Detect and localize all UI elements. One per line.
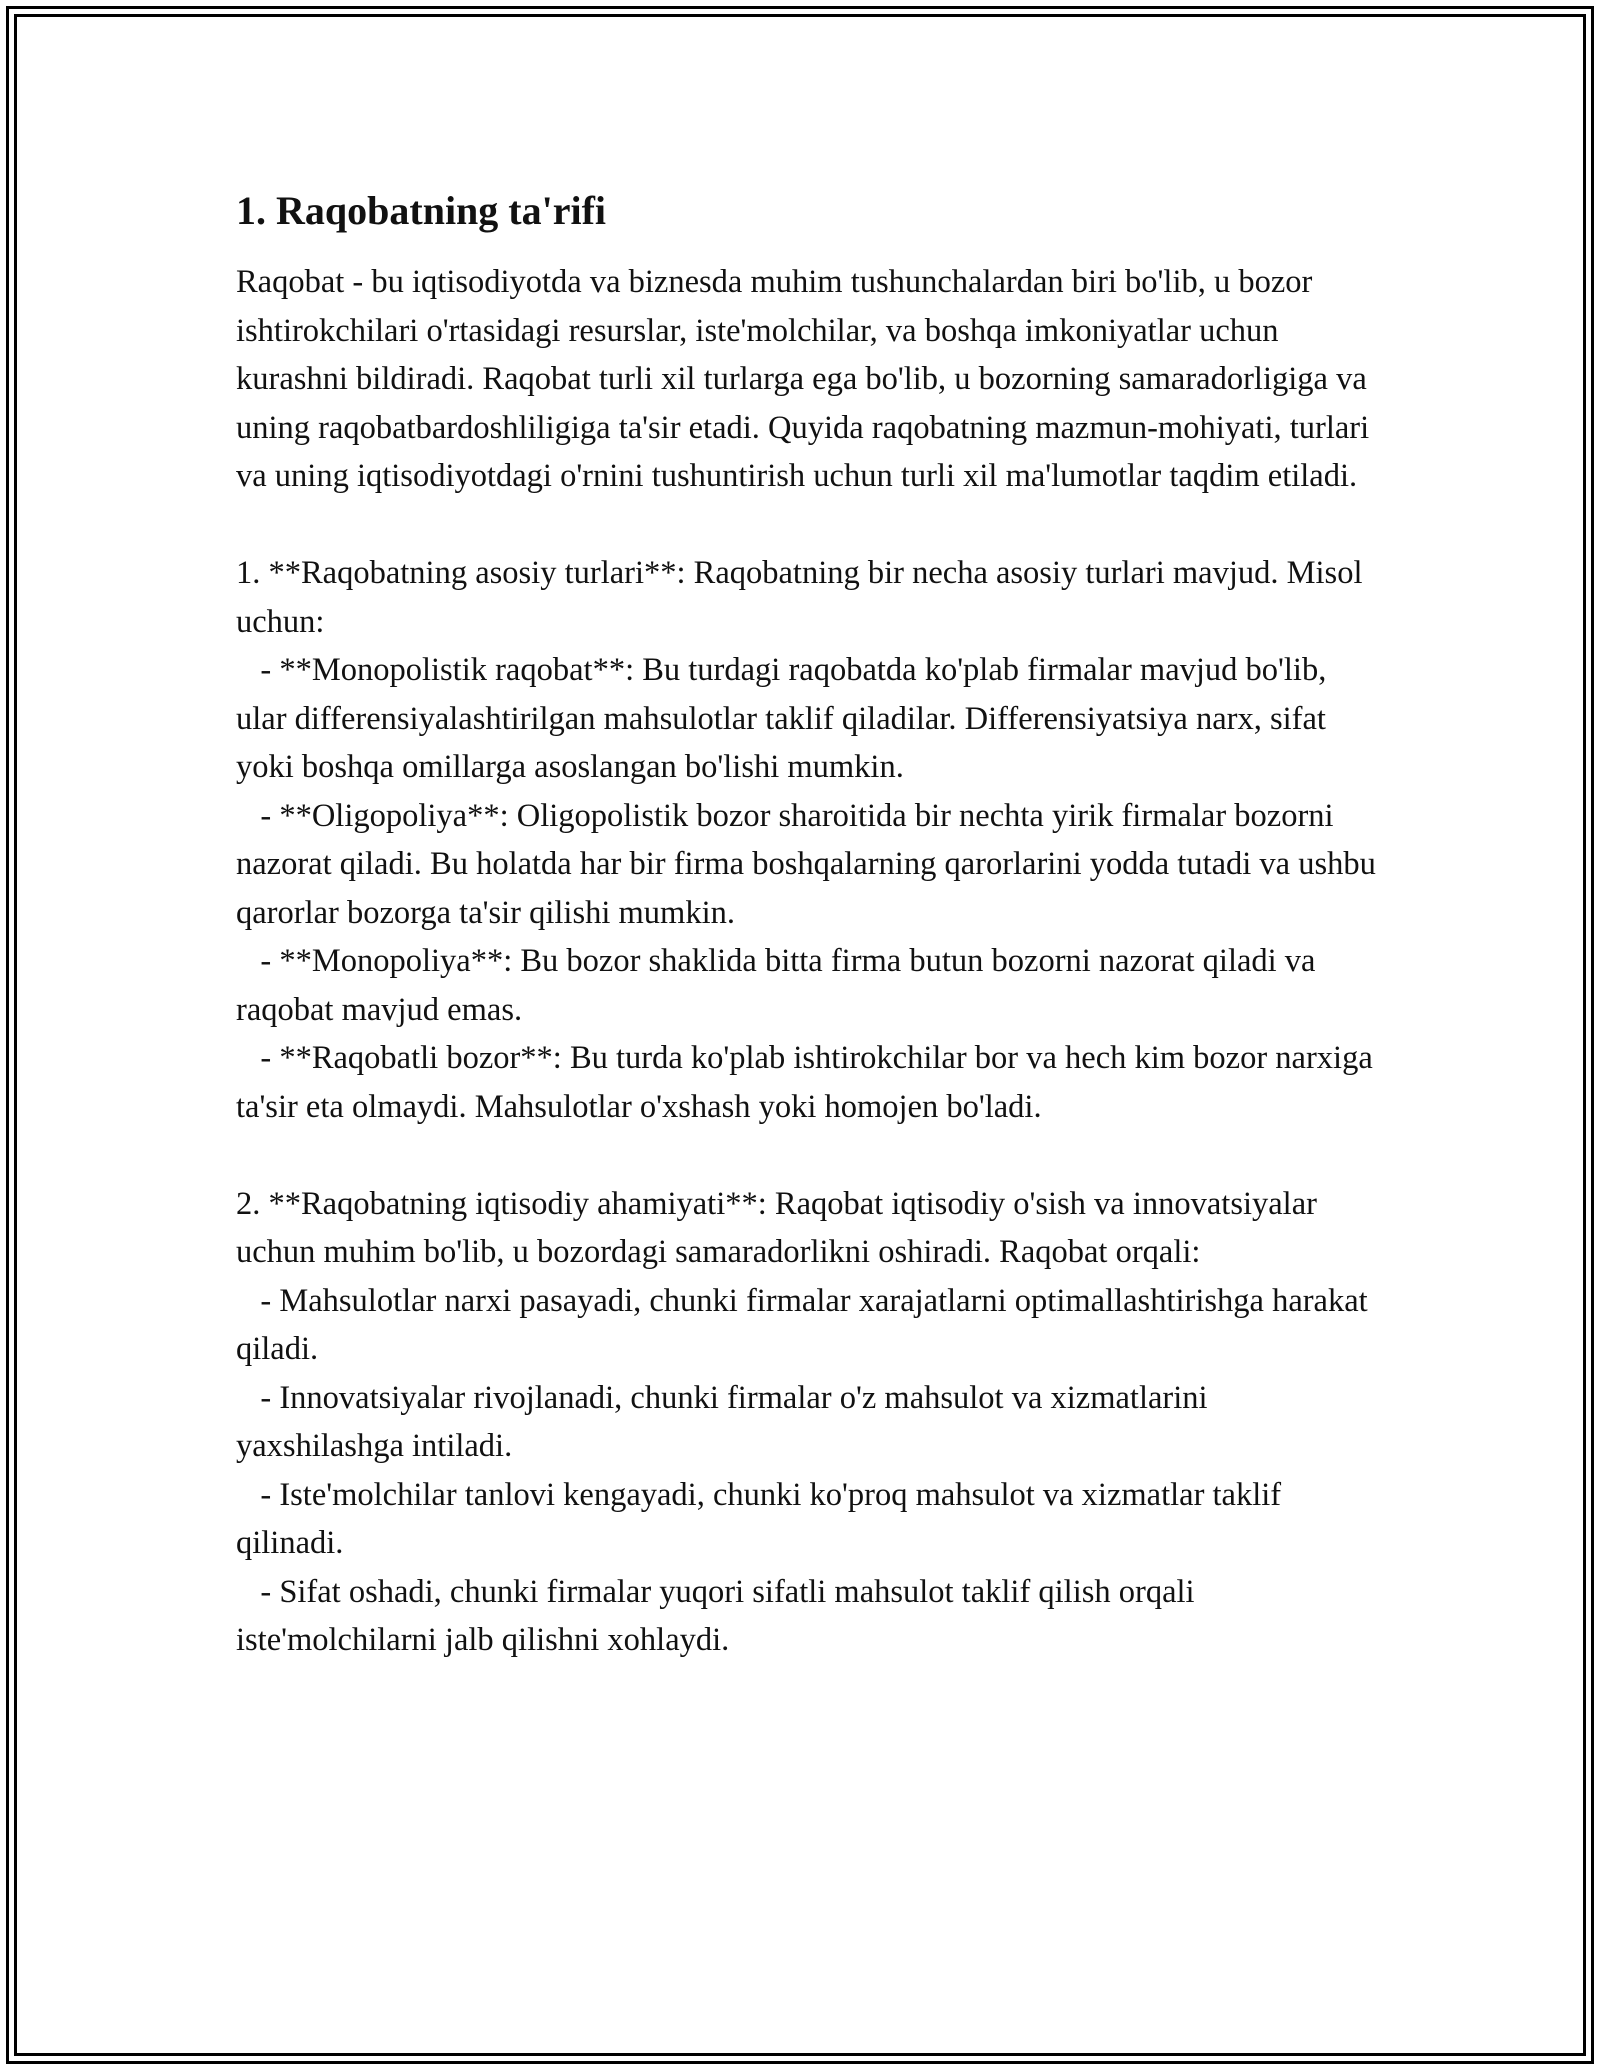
list-item: - Iste'molchilar tanlovi kengayadi, chunki ko'proq mahsulot va xizmatlar taklif qilinadi. [236,1476,1290,1561]
paragraph-gap [236,501,1376,550]
list-item: - **Oligopoliya**: Oligopolistik bozor sharoitida bir nechta yirik firmalar bozorni nazorat qiladi. Bu holatda har bir firma boshqalarning qarorlarini yodda tutadi va ushbu qarorlar bozorga ta'sir qilishi mumkin. [236,797,1385,931]
document-body [236,186,1385,1665]
section-types [236,549,1385,1131]
list-item: - **Monopoliya**: Bu bozor shaklida bitta firma butun bozorni nazorat qiladi va raqobat mavjud emas. [236,943,1324,1028]
list-item: - Sifat oshadi, chunki firmalar yuqori sifatli mahsulot taklif qilish orqali iste'molchilarni jalb qilishni xohlaydi. [236,1573,1203,1658]
list-item: - Mahsulotlar narxi pasayadi, chunki firmalar xarajatlarni optimallashtirishga harakat qiladi. [236,1282,1376,1367]
paragraph-gap [236,1131,1376,1180]
list-item: - **Raqobatli bozor**: Bu turda ko'plab ishtirokchilar bor va hech kim bozor narxiga ta'sir eta olmaydi. Mahsulotlar o'xshash yoki homojen bo'ladi. [236,1040,1381,1125]
intro-paragraph: Raqobat - bu iqtisodiyotda va biznesda muhim tushunchalardan biri bo'lib, u bozor ishtirokchilari o'rtasidagi resurslar, iste'molchilar, va boshqa imkoniyatlar uchun kurashni bildiradi. Raqobat turli xil turlarga ega bo'lib, u bozorning samaradorligiga va uning raqobatbardoshliligiga ta'sir etadi. Quyida raqobatning mazmun-mohiyati, turlari va uning iqtisodiyotdagi o'rnini tushuntirish uchun turli xil ma'lumotlar taqdim etiladi. [236,264,1378,494]
section-economic-importance [236,1180,1376,1665]
section-types-heading: 1. **Raqobatning asosiy turlari**: Raqobatning bir necha asosiy turlari mavjud. Misol uchun: [236,555,1371,640]
list-item: - **Monopolistik raqobat**: Bu turdagi raqobatda ko'plab firmalar mavjud bo'lib, ular differensiyalashtirilgan mahsulotlar taklif qiladilar. Differensiyatsiya narx, sifat yoki boshqa omillarga asoslangan bo'lishi mumkin. [236,652,1335,785]
section-importance-heading: 2. **Raqobatning iqtisodiy ahamiyati**: Raqobat iqtisodiy o'sish va innovatsiyalar uchun muhim bo'lib, u bozordagi samaradorlikni oshiradi. Raqobat orqali: [236,1185,1326,1270]
document-title: 1. Raqobatning ta'rifi [236,188,607,233]
list-item: - Innovatsiyalar rivojlanadi, chunki firmalar o'z mahsulot va xizmatlarini yaxshilashga intiladi. [236,1379,1216,1464]
